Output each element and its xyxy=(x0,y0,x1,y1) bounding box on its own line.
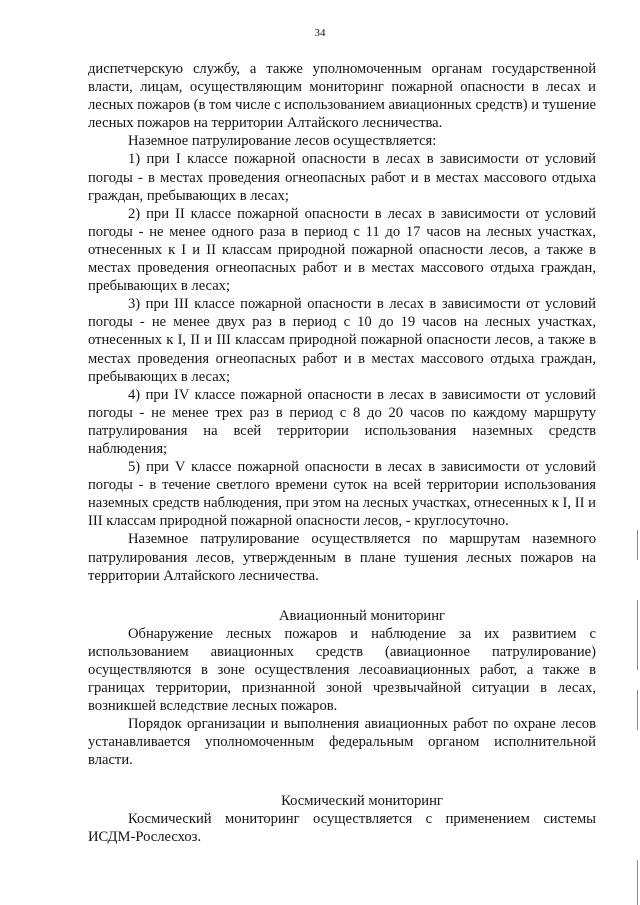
paragraph-aviation-detection: Обнаружение лесных пожаров и наблюдение за их развитием с использованием авиационных средств (авиационное патрулирование) осуществляются в зоне осуществления лесоавиационных работ, а также в границах территории, признанной зоной чрезвычайной ситуации в лесах, возникшей вследствие лесных пожаров. xyxy=(88,625,596,715)
scan-edge-mark xyxy=(637,690,638,730)
paragraph-patrol-routes: Наземное патрулирование осуществляется по маршрутам наземного патрулирования лесов, утвержденным в плане тушения лесных пожаров на территории Алтайского лесничества. xyxy=(88,531,596,584)
list-item-class-2: 2) при II классе пожарной опасности в лесах в зависимости от условий погоды - не менее одного раза в период с 11 до 17 часов на лесных участках, отнесенных к I и II классам природной пожарной опасности лесов, а также в местах проведения огнеопасных работ и в местах массового отдыха граждан, пребывающих в лесах; xyxy=(88,205,596,295)
scan-edge-mark xyxy=(637,530,638,560)
document-body xyxy=(88,60,596,846)
heading-space-monitoring: Космический мониторинг xyxy=(281,792,443,809)
scan-edge-mark xyxy=(637,600,638,670)
list-item-class-4: 4) при IV классе пожарной опасности в лесах в зависимости от условий погоды - не менее трех раз в период с 8 до 20 часов по каждому маршруту патрулирования на всей территории использования наземных средств наблюдения; xyxy=(88,386,596,457)
scan-edge-mark xyxy=(637,860,638,905)
paragraph-continuation: диспетчерскую службу, а также уполномоченным органам государственной власти, лицам, осуществляющим мониторинг пожарной опасности в лесах и лесных пожаров (в том числе с использованием авиационных средств) и тушение лесных пожаров на территории Алтайского лесничества. xyxy=(88,61,596,132)
paragraph-ground-patrol-intro: Наземное патрулирование лесов осуществляется: xyxy=(128,133,437,150)
paragraph-space-monitoring: Космический мониторинг осуществляется с применением системы ИСДМ-Рослесхоз. xyxy=(88,810,596,845)
page-number: 34 xyxy=(314,27,326,39)
heading-aviation-monitoring: Авиационный мониторинг xyxy=(278,607,446,624)
paragraph-aviation-procedure: Порядок организации и выполнения авиационных работ по охране лесов устанавливается уполномоченным федеральным органом исполнительной власти. xyxy=(88,716,596,769)
list-item-class-1: 1) при I классе пожарной опасности в лесах в зависимости от условий погоды - в местах проведения огнеопасных работ и в местах массового отдыха граждан, пребывающих в лесах; xyxy=(88,151,596,204)
list-item-class-5: 5) при V классе пожарной опасности в лесах в зависимости от условий погоды - в течение светлого времени суток на всей территории использования наземных средств наблюдения, при этом на лесных участках, отнесенных к I, II и III классам природной пожарной опасности лесов, - круглосуточно. xyxy=(88,459,596,530)
list-item-class-3: 3) при III классе пожарной опасности в лесах в зависимости от условий погоды - не менее двух раз в период с 10 до 19 часов на лесных участках, отнесенных к I, II и III классам природной пожарной опасности лесов, а также в местах проведения огнеопасных работ и в местах массового отдыха граждан, пребывающих в лесах; xyxy=(88,296,596,385)
